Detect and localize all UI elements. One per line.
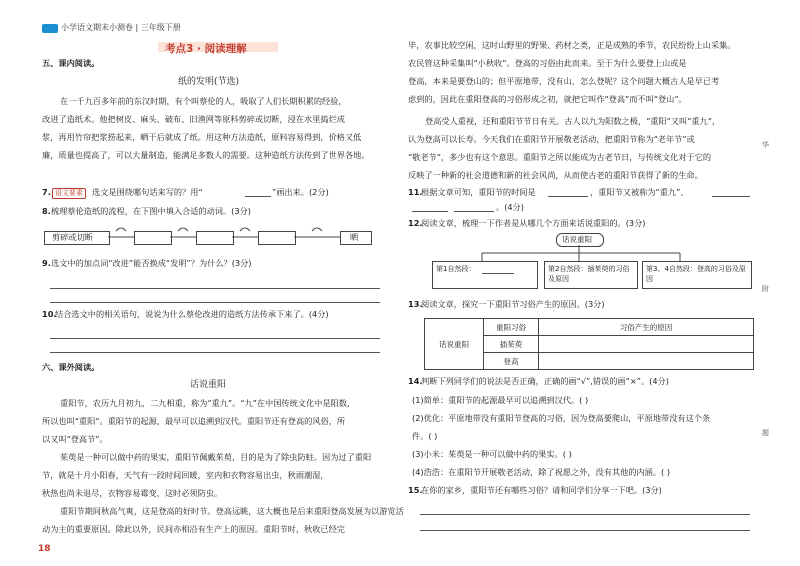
right-line-7: “敬老节”，多少也有这个意思。重阳节之所以能成为古老节日，与传统文化对于它的 [408, 152, 712, 162]
passage2-line-3: 以又叫“登高节”。 [42, 434, 108, 444]
q9-number: 9. [42, 258, 51, 268]
right-line-1: 毕，农事比较空闲，这时山野里的野果、药材之类，正是成熟的季节，农民纷纷上山采集。 [408, 40, 736, 50]
passage2-line-2: 所以也叫“重阳”。重阳节的起源，最早可以追溯到汉代。重阳节还有登高的风俗，所 [42, 416, 346, 426]
passage2-line-4: 茱萸是一种可以做中药的果实，重阳节佩戴茱萸，目的是为了除虫防蛀。因为过了重阳 [60, 452, 372, 462]
passage2-line-1: 重阳节，农历九月初九，二九相重，称为“重九”。“九”在中国传统文化中是阳数， [60, 398, 356, 408]
q13-row-2-label: 登高 [484, 353, 539, 370]
q10-answer-line-2[interactable] [50, 352, 380, 353]
passage2-line-7: 重阳节期间秋高气爽，这是登高的好时节。登高远眺，这大概也是后来重阳登高发展为以游览活 [60, 506, 404, 516]
q14-item-2-cont: 件。( ) [412, 431, 438, 441]
q13-row-1-answer[interactable] [539, 336, 754, 353]
q15-text: 在你的家乡，重阳节还有哪些习俗？请和同学们分享一下吧。(3分) [421, 485, 662, 495]
right-line-4: 虑到的，因此在重阳登高的习俗形成之初，就把它叫作“登高”而不叫“登山”。 [408, 94, 687, 104]
side-char-1: 华 [762, 141, 769, 149]
q12-box-2-label: 第2自然段：插茱萸的习俗及原因 [548, 265, 630, 283]
part6-heading: 六、课外阅读。 [42, 362, 100, 372]
q13-text: 阅读文章，探究一下重阳节习俗产生的原因。(3分) [421, 299, 605, 309]
q8-number: 8. [42, 206, 51, 216]
q9-answer-line-2[interactable] [50, 302, 380, 303]
q12-root-label: 话说重阳 [562, 235, 592, 244]
q13-number: 13. [408, 299, 423, 309]
page-number: 18 [38, 544, 51, 554]
passage1-line-1: 在一千九百多年前的东汉时期，有个叫蔡伦的人，吸取了人们长期积累的经验， [60, 96, 347, 106]
q14-number: 14. [408, 376, 423, 386]
q12-connectors [480, 245, 690, 261]
q13-col2-head: 习俗产生的原因 [539, 319, 754, 336]
passage2-line-8: 动为主的重要原因。除此以外，民间亦相沿有生产上的原因。重阳节时，秋收已经完 [42, 524, 345, 534]
q13-row-1-label: 插茱萸 [484, 336, 539, 353]
passage1-line-2: 改进了造纸术。他把树皮、麻头、破布、旧渔网等原料剪碎或切断，浸在水里捣烂成 [42, 114, 345, 124]
flow-arrows [108, 227, 342, 249]
q12-box-1-label: 第1自然段： [436, 265, 476, 273]
passage2-line-5: 节，就是十月小阳春，天气有一段时间回暖，室内和衣物容易出虫，秋雨潮湿， [42, 470, 329, 480]
q7-tail: ”画出来。(2分) [272, 187, 329, 197]
right-line-2: 农民管这种采集叫“小秋收”。登高的习俗由此而来。至于为什么要登上山或是 [408, 58, 687, 68]
flow-end-label: 晒 [350, 232, 359, 242]
q10-number: 10. [42, 309, 57, 319]
q12-box-1-blank[interactable] [482, 273, 514, 274]
side-char-3: 题 [762, 429, 769, 437]
q14-item-3: (3)小米：茱萸是一种可以做中药的果实。( ) [412, 449, 572, 459]
q11-blank-3[interactable] [412, 211, 448, 212]
q10-answer-line-1[interactable] [50, 338, 380, 339]
side-char-2: 附 [762, 285, 769, 293]
part5-heading: 五、课内阅读。 [42, 58, 100, 68]
header-badge [42, 24, 58, 33]
q10-text: 结合选文中的相关语句，说说为什么蔡伦改进的造纸方法传承下来了。(4分) [55, 309, 329, 319]
q11-text: 根据文章可知，重阳节的时间是 [421, 187, 536, 197]
q8-text: 梳理蔡伦造纸的流程，在下图中填入合适的动词。(3分) [51, 206, 251, 216]
q7-blank[interactable] [245, 196, 271, 197]
right-line-3: 登高，本来是要登山的；但平原地带，没有山，怎么登呢？这个问题大概古人是早已考 [408, 76, 720, 86]
q14-item-4: (4)浩浩：在重阳节开展敬老活动，除了祝愿之外，没有其他的内涵。( ) [412, 467, 671, 477]
q12-box-3-label: 第3、4自然段：登高的习俗及原因 [646, 265, 746, 283]
q11-blank-4[interactable] [454, 211, 494, 212]
q11-end: 。(4分) [496, 202, 524, 212]
q9-text: 选文中的加点词“改进”能否换成“发明”？为什么？(3分) [51, 258, 252, 268]
q7-text: 选文是围绕哪句话来写的？用“ [92, 187, 203, 197]
q13-col1-head: 重阳习俗 [484, 319, 539, 336]
passage2-line-6: 秋热也尚未退尽，衣物容易霉变，这时必须防虫。 [42, 488, 223, 498]
q9-answer-line-1[interactable] [50, 288, 380, 289]
q13-table [424, 318, 754, 370]
q14-text: 判断下列同学们的说法是否正确，正确的画“√”,错误的画“×”。(4分) [421, 376, 669, 386]
q14-item-2: (2)优化：平原地带没有重阳节登高的习俗，因为登高要爬山，平原地带没有这个条 [412, 413, 711, 423]
q12-number: 12. [408, 218, 423, 228]
passage1-line-4: 廉，质量也提高了，可以大量制造，能满足多数人的需要。这种造纸方法传到了世界各地。 [42, 150, 370, 160]
q11-number: 11. [408, 187, 423, 197]
passage1-title: 纸的发明(节选) [178, 77, 240, 87]
q7-tag: 语文要素 [52, 188, 86, 199]
right-line-8: 反映了一种新的社会道德和新的社会风尚，从而使古老的重阳节获得了新的生命。 [408, 170, 703, 180]
header-title: 小学语文期末小测卷 | 三年级下册 [61, 23, 181, 32]
flow-start-label: 剪碎或切断 [52, 232, 93, 242]
q11-blank-1[interactable] [548, 196, 588, 197]
q13-row-head: 话说重阳 [425, 319, 484, 370]
q7-number: 7. [42, 187, 51, 197]
q15-number: 15. [408, 485, 423, 495]
passage2-title: 话说重阳 [190, 380, 227, 390]
section-title: 考点3 · 阅读理解 [165, 43, 247, 55]
passage1-line-3: 浆，再用竹帘把浆捞起来，晒干后就成了纸。用这种方法造纸，原料容易得到，价格又低 [42, 132, 362, 142]
q11-mid: ，重阳节又被称为“重九”、 [590, 187, 689, 197]
q13-row-2-answer[interactable] [539, 353, 754, 370]
q12-text: 阅读文章，梳理一下作者是从哪几个方面来话说重阳的。(3分) [421, 218, 646, 228]
q15-answer-line-2[interactable] [420, 530, 750, 531]
q11-blank-2[interactable] [712, 196, 750, 197]
right-line-5: 登高受人重视，还和重阳节节日有关。古人以九为阳数之极，“重阳”又叫“重九”， [425, 116, 721, 126]
right-line-6: 认为登高可以长寿。今天我们在重阳节开展敬老活动，把重阳节称为“老年节”或 [408, 134, 695, 144]
q15-answer-line-1[interactable] [420, 514, 750, 515]
q14-item-1: (1)简单：重阳节的起源最早可以追溯到汉代。( ) [412, 395, 589, 405]
